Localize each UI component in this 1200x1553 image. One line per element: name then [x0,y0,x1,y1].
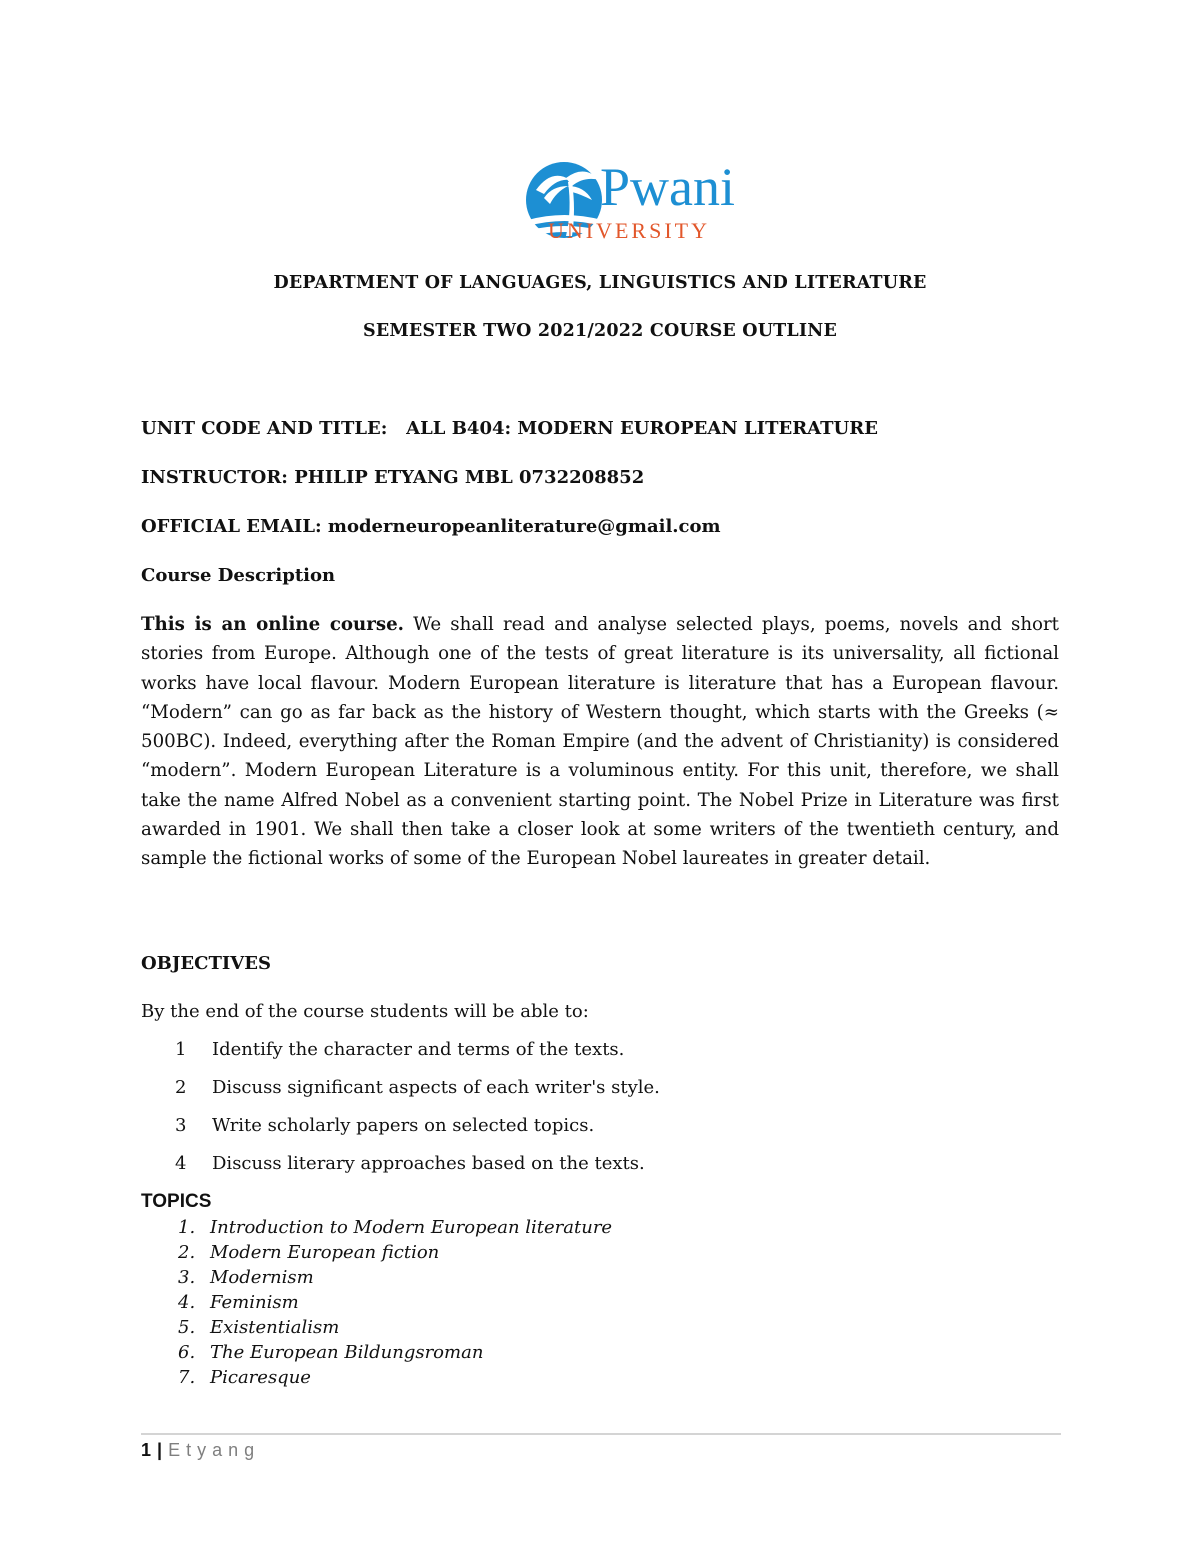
instructor-line [141,467,644,488]
objectives-intro: By the end of the course students will be able to: [141,1001,589,1022]
objective-item [175,1077,660,1098]
topic-number: 7. [178,1367,196,1388]
logo-subname: UNIVERSITY [548,218,710,243]
unit-value: ALL B404: MODERN EUROPEAN LITERATURE [406,418,878,439]
topic-text: Feminism [210,1292,299,1313]
instructor-value: PHILIP ETYANG MBL 0732208852 [294,467,645,488]
email-link[interactable]: moderneuropeanliterature@gmail.com [327,516,721,537]
topic-item [178,1292,299,1313]
topic-number: 3. [178,1267,196,1288]
topic-text: Introduction to Modern European literature [210,1217,613,1238]
objective-text: Identify the character and terms of the texts. [212,1039,625,1060]
topic-text: Existentialism [210,1317,340,1338]
topic-text: Modern European fiction [210,1242,440,1263]
topic-item [178,1342,483,1363]
email-line [141,516,721,537]
footer-author: Etyang [168,1440,261,1460]
objective-text: Write scholarly papers on selected topics. [212,1115,595,1136]
topic-item [178,1317,339,1338]
topic-text: The European Bildungsroman [210,1342,484,1363]
topic-number: 1. [178,1217,196,1238]
objective-text: Discuss literary approaches based on the texts. [212,1153,645,1174]
university-logo [522,150,742,245]
topic-number: 4. [178,1292,196,1313]
objective-item [175,1153,645,1174]
topic-text: Picaresque [210,1367,311,1388]
objective-number: 4 [175,1153,187,1174]
topic-number: 5. [178,1317,196,1338]
objective-number: 1 [175,1039,187,1060]
objectives-heading: OBJECTIVES [141,953,271,974]
instructor-label: INSTRUCTOR: [141,467,288,488]
unit-label: UNIT CODE AND TITLE: [141,418,388,439]
objective-text: Discuss significant aspects of each writer's style. [212,1077,660,1098]
objective-number: 3 [175,1115,187,1136]
objective-item [175,1115,594,1136]
topic-text: Modernism [210,1267,314,1288]
objective-item [175,1039,624,1060]
topic-number: 2. [178,1242,196,1263]
course-description-heading: Course Description [141,565,336,586]
course-description-paragraph [141,610,1059,874]
logo-name: Pwani [600,157,735,217]
topics-heading: TOPICS [141,1191,212,1212]
topic-item [178,1217,612,1238]
description-lead: This is an online course. [141,614,405,635]
topic-number: 6. [178,1342,196,1363]
email-label: OFFICIAL EMAIL: [141,516,322,537]
description-body: We shall read and analyse selected plays, poems, novels and short stories from Europe. Although one of the tests of great literature is its universality, all fictional works have local flavour. Modern European literature is literature that has a European flavour. “Modern” can go as far back as the history of Western thought, which starts with the Greeks (≈ 500BC). Indeed, everything after the Roman Empire (and the advent of Christianity) is considered “modern”. Modern European Literature is a voluminous entity. For this unit, therefore, we shall take the name Alfred Nobel as a convenient starting point. The Nobel Prize in Literature was first awarded in 1901. We shall then take a closer look at some writers of the twentieth century, and sample the fictional works of some of the European Nobel laureates in greater detail. [141,614,1059,870]
unit-line [141,418,878,439]
topic-item [178,1267,314,1288]
page-footer [141,1440,260,1461]
page-number: 1 [141,1440,152,1460]
footer-separator: | [157,1440,163,1460]
objective-number: 2 [175,1077,187,1098]
topic-item [178,1242,439,1263]
department-title: DEPARTMENT OF LANGUAGES, LINGUISTICS AND LITERATURE [273,273,927,293]
topic-item [178,1367,311,1388]
semester-title: SEMESTER TWO 2021/2022 COURSE OUTLINE [362,321,838,341]
footer-divider [141,1433,1061,1435]
